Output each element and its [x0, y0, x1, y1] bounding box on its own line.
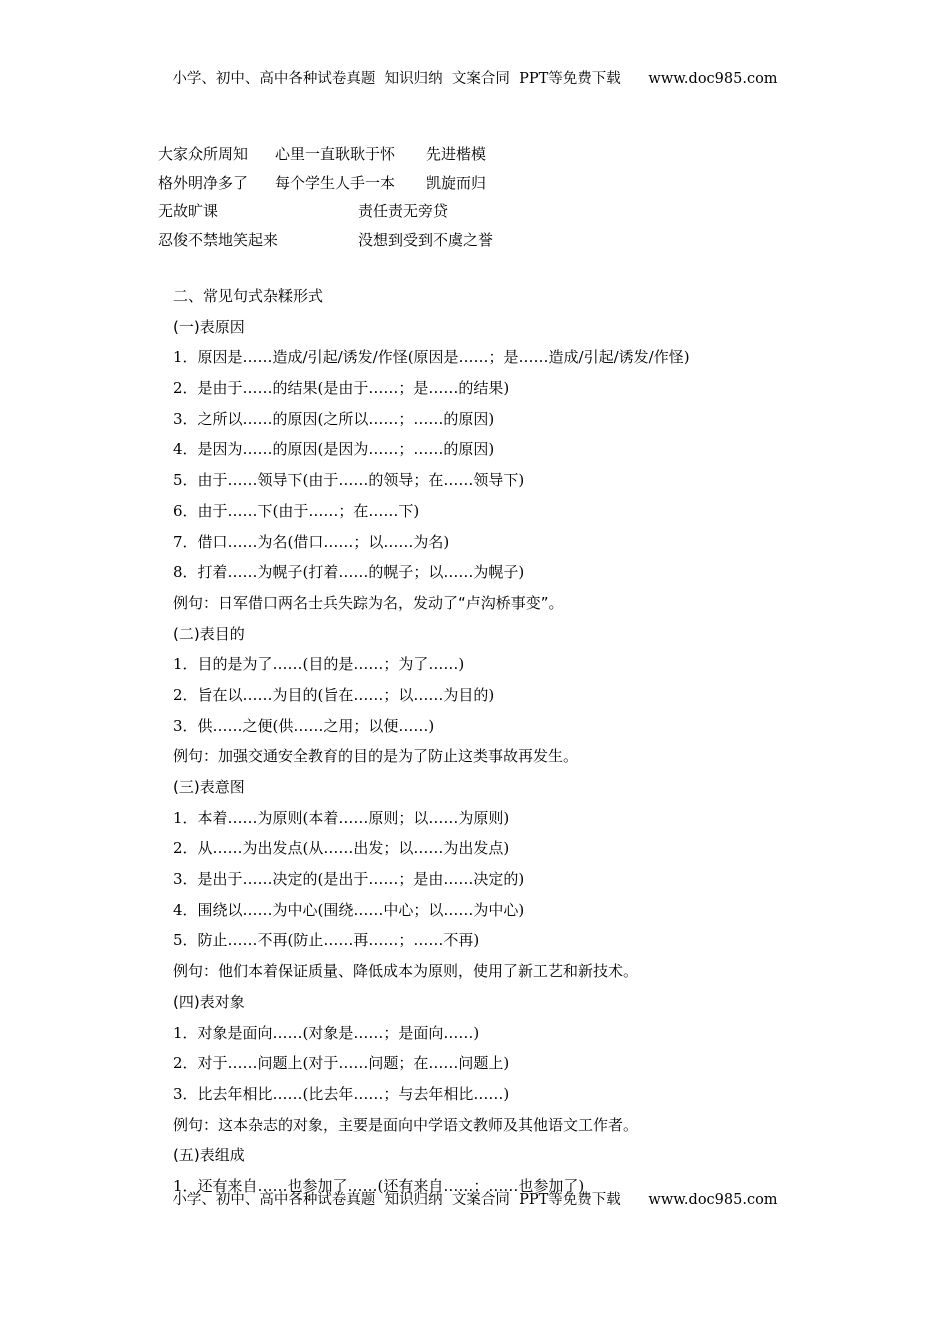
group-title: (三)表意图	[173, 778, 245, 796]
pattern-item: 1．对象是面向……(对象是……；是面向……)	[173, 1023, 480, 1042]
pattern-item: 4．围绕以……为中心(围绕……中心；以……为中心)	[173, 900, 525, 919]
group-title: (二)表目的	[173, 624, 245, 643]
pattern-item: 1．原因是……造成/引起/诱发/作怪(原因是……；是……造成/引起/诱发/作怪)	[173, 348, 690, 367]
sentence-patterns	[173, 285, 690, 1206]
phrase: 责任责无旁贷	[358, 202, 449, 220]
pattern-item: 1．本着……为原则(本着……原则；以……为原则)	[173, 808, 510, 827]
pattern-item: 2．旨在以……为目的(旨在……；以……为目的)	[173, 685, 495, 704]
pattern-item: 2．从……为出发点(从……出发；以……为出发点)	[173, 839, 510, 858]
phrase: 每个学生人手一本	[275, 173, 396, 192]
pattern-item: 5．由于……领导下(由于……的领导；在……领导下)	[173, 471, 525, 490]
pattern-item: 6．由于……下(由于……；在……下)	[173, 501, 420, 520]
phrase: 格外明净多了	[158, 173, 249, 192]
example-sentence: 例句：加强交通安全教育的目的是为了防止这类事故再发生。	[173, 747, 579, 766]
pattern-item: 7．借口……为名(借口……；以……为名)	[173, 532, 450, 551]
example-sentence: 例句：他们本着保证质量、降低成本为原则，使用了新工艺和新技术。	[173, 962, 639, 981]
section-title: 二、常见句式杂糅形式	[173, 287, 324, 305]
pattern-item: 1．目的是为了……(目的是……；为了……)	[173, 655, 465, 674]
pattern-item: 3．是出于……决定的(是出于……；是由……决定的)	[173, 870, 525, 889]
phrase: 凯旋而归	[426, 173, 487, 192]
pattern-item: 8．打着……为幌子(打着……的幌子；以……为幌子)	[173, 563, 525, 582]
group-title: (五)表组成	[173, 1146, 245, 1165]
pattern-item: 3．供……之便(供……之用；以便……)	[173, 716, 435, 735]
group-title: (一)表原因	[173, 317, 245, 336]
phrase: 大家众所周知	[158, 145, 249, 163]
phrase: 心里一直耿耿于怀	[275, 145, 396, 163]
pattern-item: 2．是由于……的结果(是由于……；是……的结果)	[173, 379, 510, 398]
pattern-item: 1．还有来自……也参加了……(还有来自……；……也参加了)	[173, 1176, 585, 1195]
page-header: 小学、初中、高中各种试卷真题 知识归纳 文案合同 PPT等免费下载 www.doc985.com	[172, 71, 778, 87]
phrase: 先进楷模	[426, 145, 487, 163]
phrase: 无故旷课	[158, 202, 219, 220]
pattern-item: 2．对于……问题上(对于……问题；在……问题上)	[173, 1054, 510, 1073]
example-sentence: 例句：这本杂志的对象，主要是面向中学语文教师及其他语文工作者。	[173, 1115, 639, 1134]
pattern-item: 3．之所以……的原因(之所以……；……的原因)	[173, 409, 495, 428]
pattern-item: 4．是因为……的原因(是因为……；……的原因)	[173, 440, 495, 459]
pattern-item: 5．防止……不再(防止……再……；……不再)	[173, 931, 480, 950]
phrase: 没想到受到不虞之誉	[358, 230, 494, 249]
group-title: (四)表对象	[173, 992, 245, 1011]
phrase: 忍俊不禁地笑起来	[158, 230, 279, 249]
pattern-item: 3．比去年相比……(比去年……；与去年相比……)	[173, 1084, 510, 1103]
page-footer: 小学、初中、高中各种试卷真题 知识归纳 文案合同 PPT等免费下载 www.doc985.com	[172, 1192, 778, 1208]
example-sentence: 例句：日军借口两名士兵失踪为名，发动了“卢沟桥事变”。	[173, 593, 564, 612]
